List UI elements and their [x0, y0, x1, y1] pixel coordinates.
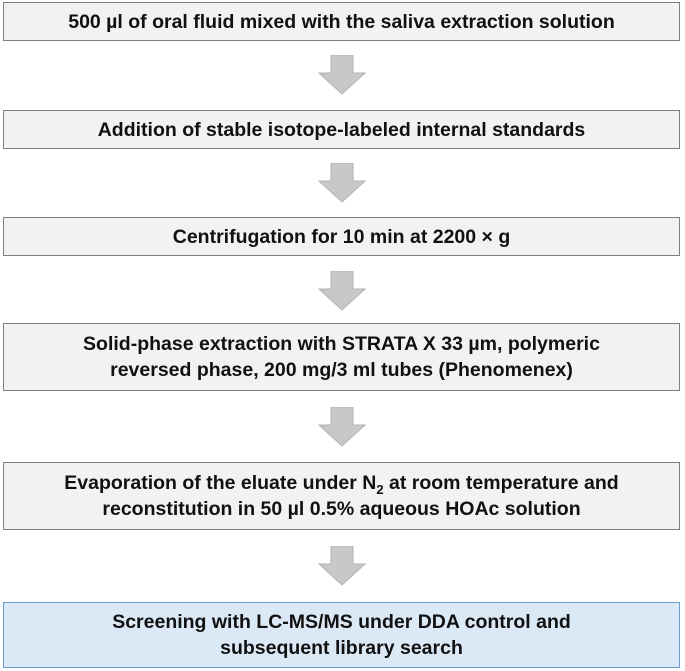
step-3-text: Centrifugation for 10 min at 2200 × g [172, 225, 511, 248]
step-box-1 [3, 2, 680, 41]
step-box-3 [3, 217, 680, 256]
step-box-5 [3, 462, 680, 530]
step-5-text-line-1 [64, 470, 618, 496]
step-box-2 [3, 110, 680, 149]
step-box-6-final [3, 602, 680, 668]
n2-subscript: 2 [376, 482, 384, 497]
step-6-text-line-1: Screening with LC-MS/MS under DDA control and [112, 611, 571, 633]
step-6-text-line-2: subsequent library search [220, 637, 463, 659]
down-arrow-icon [317, 163, 367, 203]
step-4-text-line-2: reversed phase, 200 mg/3 ml tubes (Phenomenex) [110, 359, 573, 381]
down-arrow-icon [317, 271, 367, 311]
step-5-text-part-2: at room temperature and [383, 472, 619, 494]
step-4-text-line-1: Solid-phase extraction with STRATA X 33 µm, polymeric [83, 333, 600, 355]
down-arrow-icon [317, 546, 367, 586]
step-box-4 [3, 323, 680, 391]
step-1-text: 500 µl of oral fluid mixed with the saliva extraction solution [68, 10, 615, 33]
step-5-text-line-2: reconstitution in 50 µl 0.5% aqueous HOAc solution [102, 498, 581, 520]
step-5-text-part-1: Evaporation of the eluate under N [64, 472, 377, 494]
down-arrow-icon [317, 55, 367, 95]
step-2-text: Addition of stable isotope-labeled internal standards [97, 118, 586, 141]
down-arrow-icon [317, 407, 367, 447]
